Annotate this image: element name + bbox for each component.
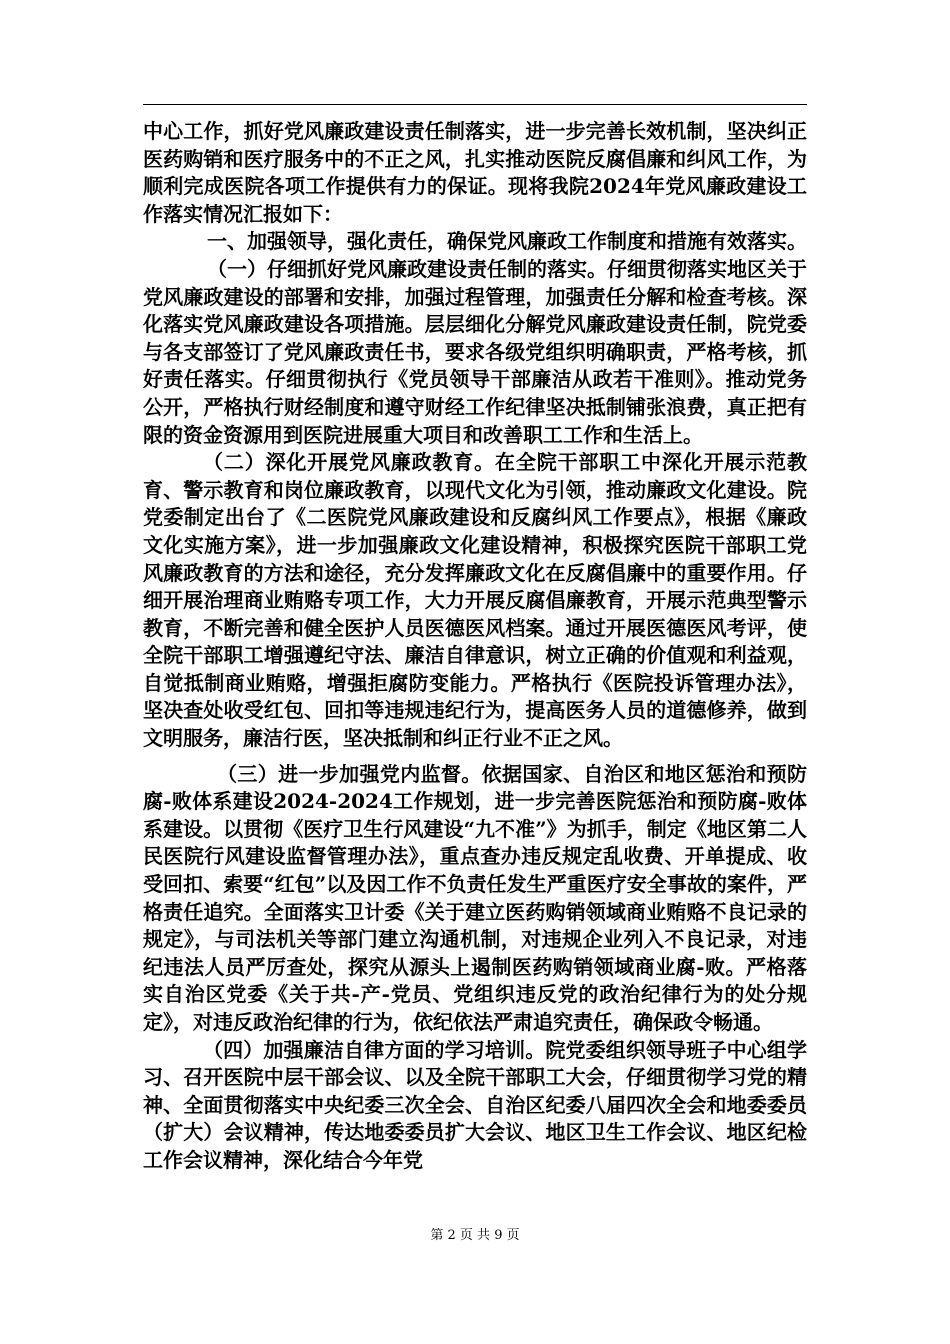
document-body [143, 118, 807, 1175]
paragraph-continuation: 中心工作，抓好党风廉政建设责任制落实，进一步完善长效机制，坚决纠正医药购销和医疗服务中的不正之风，扎实推动医院反腐倡廉和纠风工作，为顺利完成医院各项工作提供有力的保证。现将我院2024年党风廉政建设工作落实情况汇报如下： [143, 119, 807, 226]
paragraph-subsection-3: （三）进一步加强党内监督。依据国家、自治区和地区惩治和预防腐-败体系建设2024-2024工作规划，进一步完善医院惩治和预防腐-败体系建设。以贯彻《医疗卫生行风建设“九不准”》为抓手，制定《地区第二人民医院行风建设监督管理办法》，重点查办违反规定乱收费、开单提成、收受回扣、索要“红包”以及因工作不负责任发生严重医疗安全事故的案件，严格责任追究。全面落实卫计委《关于建立医药购销领域商业贿赂不良记录的规定》，与司法机关等部门建立沟通机制，对违规企业列入不良记录，对违纪违法人员严厉查处，探究从源头上遏制医药购销领域商业腐-败。严格落实自治区党委《关于共-产-党员、党组织违反党的政治纪律行为的处分规定》，对违反政治纪律的行为，依纪依法严肃追究责任，确保政令畅通。 [143, 761, 807, 1034]
header-rule [143, 104, 807, 105]
page-number-footer: 第 2 页 共 9 页 [430, 1228, 520, 1243]
paragraph-subsection-1: （一）仔细抓好党风廉政建设责任制的落实。仔细贯彻落实地区关于党风廉政建设的部署和安排，加强过程管理，加强责任分解和检查考核。深化落实党风廉政建设各项措施。层层细化分解党风廉政建设责任制，院党委与各支部签订了党风廉政责任书，要求各级党组织明确职责，严格考核，抓好责任落实。仔细贯彻执行《党员领导干部廉洁从政若干准则》。推动党务公开，严格执行财经制度和遵守财经工作纪律坚决抵制铺张浪费，真正把有限的资金资源用到医院进展重大项目和改善职工工作和生活上。 [143, 256, 807, 447]
paragraph-subsection-4: （四）加强廉洁自律方面的学习培训。院党委组织领导班子中心组学习、召开医院中层干部会议、以及全院干部职工大会，仔细贯彻学习党的精神、全面贯彻落实中央纪委三次全会、自治区纪委八届四次全会和地委委员（扩大）会议精神，传达地委委员扩大会议、地区卫生工作会议、地区纪检工作会议精神，深化结合今年党 [143, 1037, 807, 1172]
section-heading-1: 一、加强领导，强化责任，确保党风廉政工作制度和措施有效落实。 [207, 229, 807, 254]
paragraph-subsection-2: （二）深化开展党风廉政教育。在全院干部职工中深化开展示范教育、警示教育和岗位廉政教育，以现代文化为引领，推动廉政文化建设。院党委制定出台了《二医院党风廉政建设和反腐纠风工作要点》，根据《廉政文化实施方案》，进一步加强廉政文化建设精神，积极探究医院干部职工党风廉政教育的方法和途径，充分发挥廉政文化在反腐倡廉中的重要作用。仔细开展治理商业贿赂专项工作，大力开展反腐倡廉教育，开展示范典型警示教育，不断完善和健全医护人员医德医风档案。通过开展医德医风考评，使全院干部职工增强遵纪守法、廉洁自律意识，树立正确的价值观和利益观，自觉抵制商业贿赂，增强拒腐防变能力。严格执行《医院投诉管理办法》，坚决查处收受红包、回扣等违规违纪行为，提高医务人员的道德修养，做到文明服务，廉洁行医，坚决抵制和纠正行业不正之风。 [143, 450, 807, 751]
